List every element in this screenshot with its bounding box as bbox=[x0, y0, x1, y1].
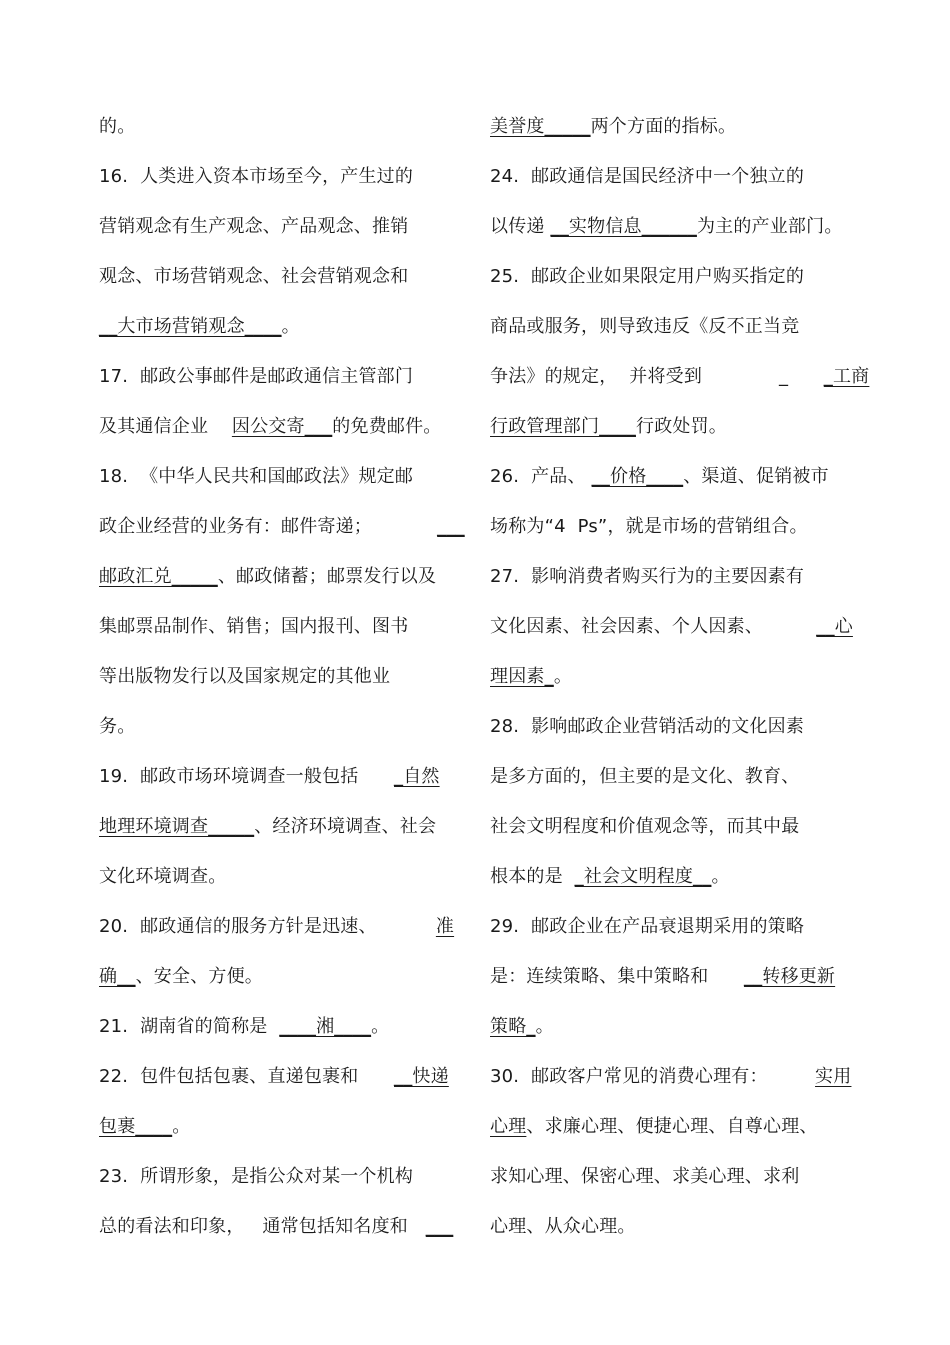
question-text: 根本的是 bbox=[490, 866, 575, 887]
right-text-line bbox=[490, 852, 850, 902]
answer-blank: __实物信息______ bbox=[550, 216, 697, 237]
question-text: 、求廉心理、便捷心理、自尊心理、 bbox=[526, 1116, 818, 1137]
question-text: 26. 产品、 bbox=[490, 466, 592, 487]
left-column bbox=[99, 102, 465, 1252]
answer-blank: 理因素_ bbox=[490, 666, 554, 687]
left-text-line bbox=[99, 652, 459, 702]
answer-blank: ___ bbox=[425, 1216, 454, 1237]
question-text: 16. 人类进入资本市场至今，产生过的 bbox=[99, 166, 414, 187]
question-text: 。 bbox=[711, 866, 730, 887]
right-text-line bbox=[490, 252, 850, 302]
left-text-line bbox=[99, 452, 459, 502]
left-text-line bbox=[99, 702, 459, 752]
question-text: 以传递 bbox=[490, 216, 551, 237]
right-text-line bbox=[490, 452, 850, 502]
question-text: 文化环境调查。 bbox=[99, 866, 227, 887]
left-text-line bbox=[99, 552, 459, 602]
right-text-line bbox=[490, 102, 850, 152]
question-text: 。 bbox=[172, 1116, 191, 1137]
question-text: 29. 邮政企业在产品衰退期采用的策略 bbox=[490, 916, 805, 937]
right-text-line bbox=[490, 1152, 850, 1202]
right-text-line bbox=[490, 1202, 850, 1252]
question-text: 文化因素、社会因素、个人因素、 bbox=[490, 616, 817, 637]
question-text: 19. 邮政市场环境调查一般包括 bbox=[99, 766, 394, 787]
left-text-line bbox=[99, 252, 459, 302]
answer-blank: 包裹____ bbox=[99, 1116, 173, 1137]
right-text-line bbox=[490, 402, 850, 452]
question-text: 社会文明程度和价值观念等，而其中最 bbox=[490, 816, 800, 837]
right-text-line bbox=[490, 1102, 850, 1152]
left-text-line bbox=[99, 1102, 459, 1152]
question-text: 场称为“4 Ps”，就是市场的营销组合。 bbox=[490, 516, 808, 537]
question-text: 、渠道、促销被市 bbox=[683, 466, 829, 487]
question-text: 两个方面的指标。 bbox=[590, 116, 737, 137]
answer-blank: __心 bbox=[816, 616, 853, 637]
question-text: 28. 影响邮政企业营销活动的文化因素 bbox=[490, 716, 805, 737]
question-text: 18. 《中华人民共和国邮政法》规定邮 bbox=[99, 466, 414, 487]
question-text: 是：连续策略、集中策略和 bbox=[490, 966, 744, 987]
question-text: 。 bbox=[371, 1016, 390, 1037]
answer-blank: _社会文明程度__ bbox=[574, 866, 712, 887]
answer-blank: 美誉度_____ bbox=[490, 116, 591, 137]
right-text-line bbox=[490, 352, 870, 402]
question-text: 17. 邮政公事邮件是邮政通信主管部门 bbox=[99, 366, 414, 387]
left-text-line bbox=[99, 952, 459, 1002]
left-text-line bbox=[99, 402, 459, 452]
right-text-line bbox=[490, 702, 850, 752]
left-text-line bbox=[99, 752, 459, 802]
question-text: 集邮票品制作、销售；国内报刊、图书 bbox=[99, 616, 409, 637]
left-text-line bbox=[99, 1202, 459, 1252]
question-text: 商品或服务，则导致违反《反不正当竞 bbox=[490, 316, 800, 337]
left-text-line bbox=[99, 352, 459, 402]
left-text-line bbox=[99, 302, 459, 352]
question-text: 25. 邮政企业如果限定用户购买指定的 bbox=[490, 266, 805, 287]
right-text-line bbox=[490, 552, 850, 602]
question-text: 22. 包件包括包裹、直递包裹和 bbox=[99, 1066, 394, 1087]
question-text: 为主的产业部门。 bbox=[696, 216, 843, 237]
question-text: 心理、从众心理。 bbox=[490, 1216, 636, 1237]
right-text-line bbox=[490, 952, 850, 1002]
right-text-line bbox=[490, 152, 850, 202]
answer-blank: 策略_ bbox=[490, 1016, 536, 1037]
answer-blank: 实用 bbox=[815, 1066, 852, 1087]
question-text: 政企业经营的业务有：邮件寄递； bbox=[99, 516, 438, 537]
right-text-line bbox=[490, 802, 850, 852]
answer-blank: ___ bbox=[437, 516, 465, 537]
left-text-line bbox=[99, 602, 459, 652]
answer-blank: 地理环境调查_____ bbox=[99, 816, 255, 837]
answer-blank: 因公交寄___ bbox=[231, 416, 333, 437]
question-text: 23. 所谓形象，是指公众对某一个机构 bbox=[99, 1166, 414, 1187]
right-text-line bbox=[490, 752, 850, 802]
left-text-line bbox=[99, 152, 459, 202]
question-text: 总的看法和印象， 通常包括知名度和 bbox=[99, 1216, 426, 1237]
question-text: 20. 邮政通信的服务方针是迅速、 bbox=[99, 916, 436, 937]
question-text: 、经济环境调查、社会 bbox=[254, 816, 437, 837]
answer-blank: __转移更新 bbox=[743, 966, 836, 987]
answer-blank: 确__ bbox=[99, 966, 136, 987]
question-text: 务。 bbox=[99, 716, 136, 737]
right-text-line bbox=[490, 202, 850, 252]
right-text-line bbox=[490, 502, 850, 552]
right-text-line bbox=[490, 652, 850, 702]
question-text: 营销观念有生产观念、产品观念、推销 bbox=[99, 216, 409, 237]
question-text: 24. 邮政通信是国民经济中一个独立的 bbox=[490, 166, 805, 187]
answer-blank: __快递 bbox=[394, 1066, 449, 1087]
right-text-line bbox=[490, 602, 853, 652]
answer-blank: _工商 bbox=[823, 366, 870, 387]
left-text-line bbox=[99, 1152, 459, 1202]
left-text-line bbox=[99, 902, 459, 952]
question-text: 行政处罚。 bbox=[636, 416, 727, 437]
answer-blank: 心理 bbox=[490, 1116, 527, 1137]
question-text: 的免费邮件。 bbox=[332, 416, 442, 437]
question-text: 等出版物发行以及国家规定的其他业 bbox=[99, 666, 391, 687]
question-text: 的。 bbox=[99, 116, 136, 137]
answer-blank: __价格____ bbox=[591, 466, 684, 487]
question-text: 27. 影响消费者购买行为的主要因素有 bbox=[490, 566, 805, 587]
question-text: 求知心理、保密心理、求美心理、求利 bbox=[490, 1166, 800, 1187]
left-text-line bbox=[99, 1002, 459, 1052]
left-text-line bbox=[99, 802, 459, 852]
question-text: 30. 邮政客户常见的消费心理有： bbox=[490, 1066, 816, 1087]
right-column bbox=[490, 102, 870, 1252]
right-text-line bbox=[490, 902, 850, 952]
question-text: 、邮政储蓄；邮票发行以及 bbox=[217, 566, 437, 587]
question-text: 。 bbox=[553, 666, 573, 687]
question-text: 、安全、方便。 bbox=[135, 966, 264, 987]
left-text-line bbox=[99, 202, 459, 252]
right-text-line bbox=[490, 1052, 850, 1102]
left-text-line bbox=[99, 102, 459, 152]
answer-blank: _自然 bbox=[394, 766, 440, 787]
answer-blank: 行政管理部门____ bbox=[490, 416, 636, 437]
right-text-line bbox=[490, 1002, 850, 1052]
left-text-line bbox=[99, 852, 459, 902]
question-text: 。 bbox=[281, 316, 300, 337]
right-text-line bbox=[490, 302, 850, 352]
left-text-line bbox=[99, 502, 465, 552]
question-text: 是多方面的，但主要的是文化、教育、 bbox=[490, 766, 800, 787]
question-text: 及其通信企业 bbox=[99, 416, 232, 437]
answer-blank: 准 bbox=[435, 916, 455, 937]
question-text: 争法》的规定， 并将受到 _ bbox=[490, 366, 824, 387]
question-text: 。 bbox=[535, 1016, 554, 1037]
question-text: 21. 湖南省的简称是 bbox=[99, 1016, 280, 1037]
answer-blank: __大市场营销观念____ bbox=[99, 316, 282, 337]
left-text-line bbox=[99, 1052, 459, 1102]
answer-blank: ____湘____ bbox=[279, 1016, 372, 1037]
answer-blank: 邮政汇兑_____ bbox=[99, 566, 218, 587]
question-text: 观念、市场营销观念、社会营销观念和 bbox=[99, 266, 409, 287]
